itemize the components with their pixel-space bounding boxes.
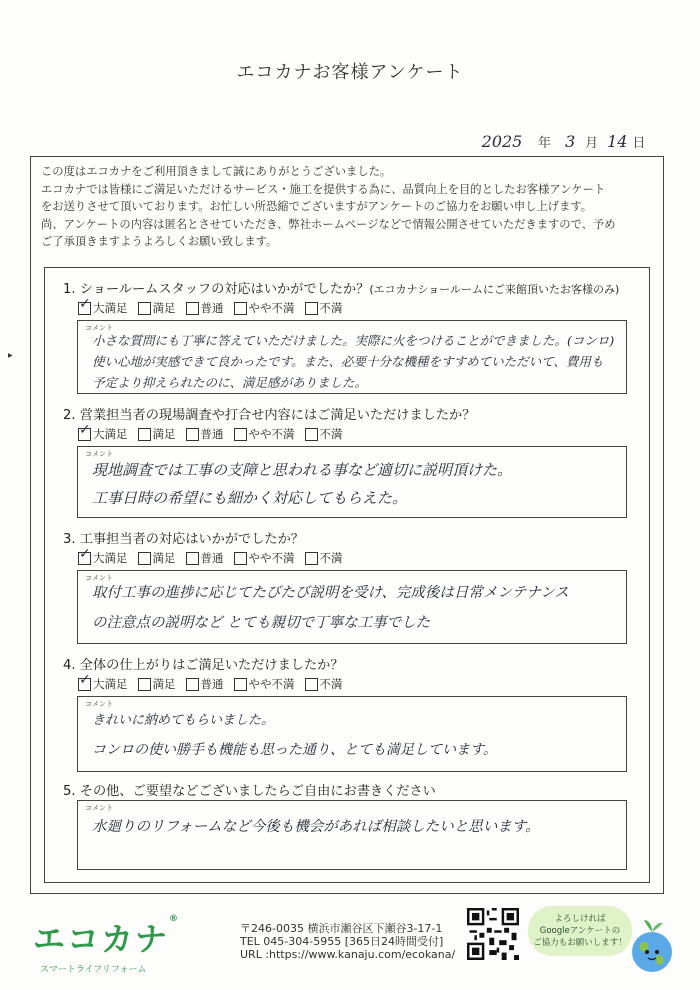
- question-1-text: 1. ショールームスタッフの対応はいかがでしたか？: [63, 282, 370, 297]
- option-5[interactable]: [305, 300, 343, 316]
- checkbox[interactable]: [78, 552, 91, 565]
- option-3[interactable]: [186, 300, 224, 316]
- option-3[interactable]: [186, 550, 224, 566]
- mascot-earth-icon: [628, 918, 676, 976]
- checkbox[interactable]: [186, 552, 199, 565]
- logo-text: エコカナ: [33, 920, 170, 958]
- ecokana-logo: エコカナ®: [33, 914, 181, 958]
- question-5-text: 5. その他、ご要望などございましたらご自由にお書きください: [63, 784, 436, 799]
- logo-tagline: スマートライフリフォーム: [40, 965, 147, 975]
- comment-line: コンロの使い勝手も機能も思った通り、とても満足しています。: [92, 742, 497, 758]
- comment-line: 水廻りのリフォームなど今後も機会があれば相談したいと思います。: [92, 819, 540, 835]
- date-year: 2025: [481, 132, 523, 151]
- checkbox[interactable]: [305, 302, 318, 315]
- option-2[interactable]: [138, 676, 176, 692]
- date-month: 3: [565, 132, 576, 151]
- option-2[interactable]: [138, 550, 176, 566]
- bubble-line: ご協力もお願いします！: [533, 938, 627, 948]
- intro-line: エコカナでは皆様にご満足いただけるサービス・施工を提供する為に、品質向上を目的としたお客様アンケート: [41, 182, 606, 196]
- survey-form: [30, 156, 664, 894]
- option-1[interactable]: [78, 426, 128, 442]
- checkbox[interactable]: [138, 302, 151, 315]
- comment-label: コメント: [85, 700, 113, 708]
- comment-line: 現地調査では工事の支障と思われる事など適切に説明頂けた。: [92, 461, 513, 479]
- question-3: [63, 528, 304, 547]
- option-label: 大満足: [93, 551, 128, 565]
- checkbox[interactable]: [138, 428, 151, 441]
- option-label: 満足: [152, 427, 176, 441]
- option-1[interactable]: [78, 300, 128, 316]
- checkbox[interactable]: [78, 678, 91, 691]
- question-5: [63, 780, 436, 799]
- option-label: 満足: [152, 677, 176, 691]
- option-label: 満足: [152, 551, 176, 565]
- checkbox[interactable]: [234, 428, 247, 441]
- intro-text: [41, 163, 656, 251]
- qr-code-icon[interactable]: [467, 908, 519, 960]
- comment-line: の注意点の説明など とても親切で丁寧な工事でした: [92, 615, 431, 631]
- date-day: 14: [607, 132, 628, 151]
- survey-date: [466, 132, 645, 151]
- option-4[interactable]: [234, 676, 295, 692]
- option-label: 普通: [200, 551, 224, 565]
- question-1-note: (エコカナショールームにご来館頂いたお客様のみ): [369, 283, 620, 296]
- question-4: [63, 654, 344, 673]
- option-label: 不満: [319, 551, 343, 565]
- option-label: やや不満: [248, 551, 295, 565]
- questions-panel: [44, 267, 650, 883]
- option-3[interactable]: [186, 676, 224, 692]
- question-3-options: [78, 550, 343, 566]
- question-5-comment-box[interactable]: [77, 800, 627, 870]
- option-5[interactable]: [305, 426, 343, 442]
- option-5[interactable]: [305, 550, 343, 566]
- option-label: 大満足: [93, 677, 128, 691]
- option-label: 普通: [200, 677, 224, 691]
- question-2-options: [78, 426, 343, 442]
- option-3[interactable]: [186, 426, 224, 442]
- option-1[interactable]: [78, 550, 128, 566]
- checkbox[interactable]: [78, 302, 91, 315]
- checkbox[interactable]: [138, 552, 151, 565]
- question-1-comment-box[interactable]: [77, 320, 627, 394]
- question-4-text: 4. 全体の仕上がりはご満足いただけましたか？: [63, 658, 344, 673]
- checkbox[interactable]: [138, 678, 151, 691]
- question-3-text: 3. 工事担当者の対応はいかがでしたか？: [63, 532, 304, 547]
- option-4[interactable]: [234, 550, 295, 566]
- checkbox[interactable]: [186, 302, 199, 315]
- comment-line: きれいに納めてもらいました。: [92, 713, 275, 728]
- question-2-comment-box[interactable]: [77, 446, 627, 518]
- intro-line: ご了承頂きますようよろしくお願い致します。: [41, 235, 278, 248]
- option-label: 大満足: [93, 427, 128, 441]
- option-4[interactable]: [234, 426, 295, 442]
- comment-line: 小さな質問にも丁寧に答えていただけました。実際に火をつけることができました。(コンロ): [92, 333, 615, 348]
- date-day-unit: 日: [632, 136, 646, 151]
- page-title: エコカナお客様アンケート: [236, 62, 464, 83]
- option-label: 普通: [200, 301, 224, 315]
- footer: [0, 900, 700, 990]
- comment-line: 取付工事の進捗に応じてたびたび説明を受け、完成後は日常メンテナンス: [92, 585, 569, 601]
- option-label: やや不満: [248, 301, 295, 315]
- option-2[interactable]: [138, 426, 176, 442]
- date-month-unit: 月: [585, 136, 599, 151]
- checkbox[interactable]: [305, 428, 318, 441]
- bubble-line: Googleアンケートの: [539, 926, 621, 936]
- checkbox[interactable]: [78, 428, 91, 441]
- option-4[interactable]: [234, 300, 295, 316]
- google-survey-bubble: [528, 906, 632, 956]
- question-1-options: [78, 300, 343, 316]
- checkbox[interactable]: [305, 552, 318, 565]
- comment-label: コメント: [85, 804, 113, 812]
- question-2: [63, 404, 475, 423]
- option-5[interactable]: [305, 676, 343, 692]
- option-label: 不満: [319, 677, 343, 691]
- option-label: 普通: [200, 427, 224, 441]
- option-1[interactable]: [78, 676, 128, 692]
- phone-line: TEL 045-304-5955 [365日24時間受付]: [240, 935, 444, 948]
- question-1: [63, 278, 619, 297]
- question-2-text: 2. 営業担当者の現場調査や打合せ内容にはご満足いただけましたか？: [63, 408, 476, 423]
- question-3-comment-box[interactable]: [77, 570, 627, 644]
- checkbox[interactable]: [305, 678, 318, 691]
- question-4-comment-box[interactable]: [77, 696, 627, 772]
- question-4-options: [78, 676, 343, 692]
- checkbox[interactable]: [234, 678, 247, 691]
- comment-label: コメント: [85, 450, 113, 458]
- comment-label: コメント: [85, 324, 113, 332]
- date-year-unit: 年: [538, 136, 552, 151]
- checkbox[interactable]: [234, 302, 247, 315]
- url-line: URL :https://www.kanaju.com/ecokana/: [240, 948, 456, 961]
- intro-line: 尚、アンケートの内容は匿名とさせていただき、弊社ホームページなどで情報公開させていただきますので、予め: [41, 217, 616, 231]
- intro-line: をお送りさせて頂いております。お忙しい所恐縮でございますがアンケートのご協力をお願い申し上げます。: [41, 200, 593, 213]
- option-2[interactable]: [138, 300, 176, 316]
- comment-line: 工事日時の希望にも細かく対応してもらえた。: [92, 489, 408, 507]
- checkbox[interactable]: [234, 552, 247, 565]
- option-label: 不満: [319, 301, 343, 315]
- comment-line: 予定より抑えられたのに、満足感がありました。: [92, 375, 368, 390]
- option-label: やや不満: [248, 677, 295, 691]
- option-label: 不満: [319, 427, 343, 441]
- company-address: [240, 922, 455, 961]
- address-line: 〒246-0035 横浜市瀬谷区下瀬谷3-17-1: [240, 922, 443, 935]
- comment-line: 使い心地が実感できて良かったです。また、必要十分な機種をすすめていただいて、費用も: [92, 354, 604, 369]
- bubble-line: よろしければ: [554, 914, 606, 924]
- option-label: 大満足: [93, 301, 128, 315]
- option-label: 満足: [152, 301, 176, 315]
- comment-label: コメント: [85, 574, 113, 582]
- margin-arrow-icon: ▶: [8, 352, 13, 359]
- checkbox[interactable]: [186, 428, 199, 441]
- checkbox[interactable]: [186, 678, 199, 691]
- option-label: やや不満: [248, 427, 295, 441]
- intro-line: この度はエコカナをご利用頂きまして誠にありがとうございました。: [41, 165, 392, 178]
